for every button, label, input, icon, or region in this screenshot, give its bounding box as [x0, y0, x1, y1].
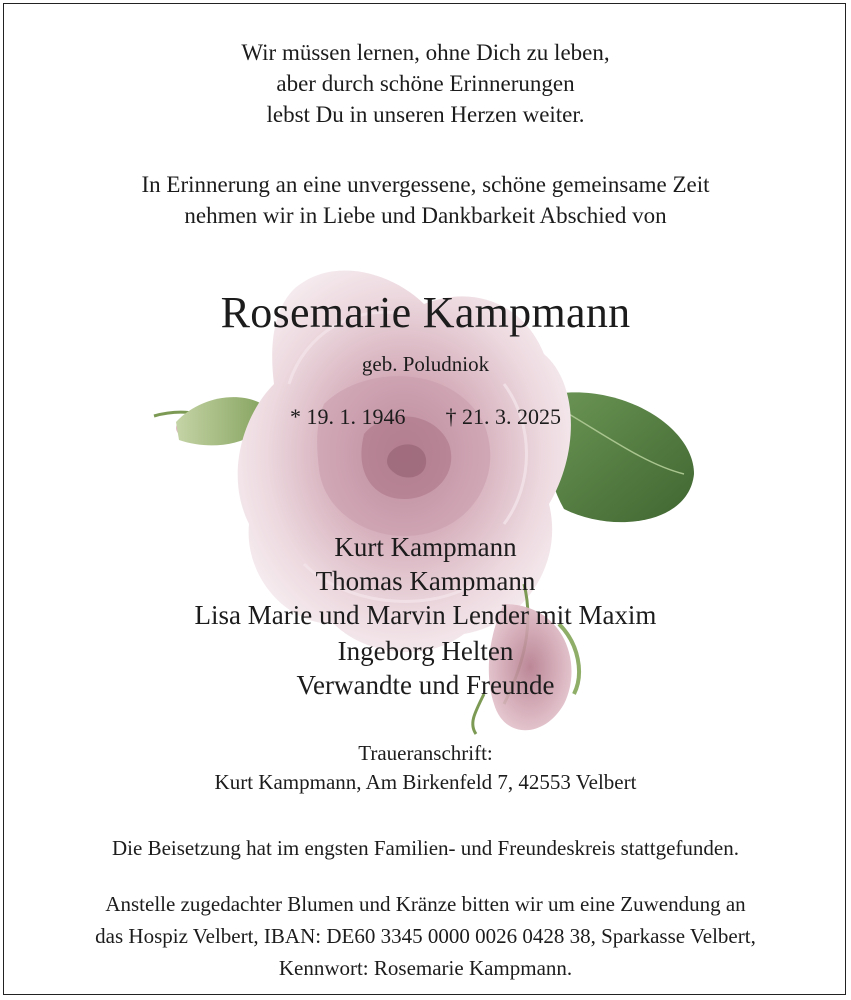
address-value: Kurt Kampmann, Am Birkenfeld 7, 42553 Velbert [214, 770, 637, 794]
death-date: † 21. 3. 2025 [445, 404, 561, 429]
obituary-notice [3, 3, 846, 995]
verse-line-2: aber durch schöne Erinnerungen [276, 71, 575, 96]
mourner-4: Ingeborg Helten [337, 636, 514, 666]
birth-date: * 19. 1. 1946 [290, 404, 406, 429]
mourner-5: Verwandte und Freunde [296, 670, 555, 700]
intro-line-1: In Erinnerung an eine unvergessene, schöne gemeinsame Zeit [141, 172, 710, 197]
deceased-name: Rosemarie Kampmann [220, 288, 631, 337]
maiden-name: geb. Poludniok [361, 352, 490, 376]
donation-line-2: das Hospiz Velbert, IBAN: DE60 3345 0000 0026 0428 38, Sparkasse Velbert, [95, 924, 756, 948]
donation-line-3: Kennwort: Rosemarie Kampmann. [278, 956, 573, 980]
donation-line-1: Anstelle zugedachter Blumen und Kränze bitten wir um eine Zuwendung an [105, 892, 746, 916]
mourner-1: Kurt Kampmann [334, 532, 517, 562]
life-dates [4, 402, 846, 432]
mourner-3: Lisa Marie und Marvin Lender mit Maxim [194, 600, 657, 630]
verse-line-1: Wir müssen lernen, ohne Dich zu leben, [241, 40, 610, 65]
intro-line-2: nehmen wir in Liebe und Dankbarkeit Abschied von [184, 203, 667, 228]
burial-note: Die Beisetzung hat im engsten Familien- und Freundeskreis stattgefunden. [112, 836, 739, 860]
address-label: Traueranschrift: [358, 741, 493, 765]
verse-line-3: lebst Du in unseren Herzen weiter. [266, 102, 585, 127]
mourner-2: Thomas Kampmann [315, 566, 536, 596]
